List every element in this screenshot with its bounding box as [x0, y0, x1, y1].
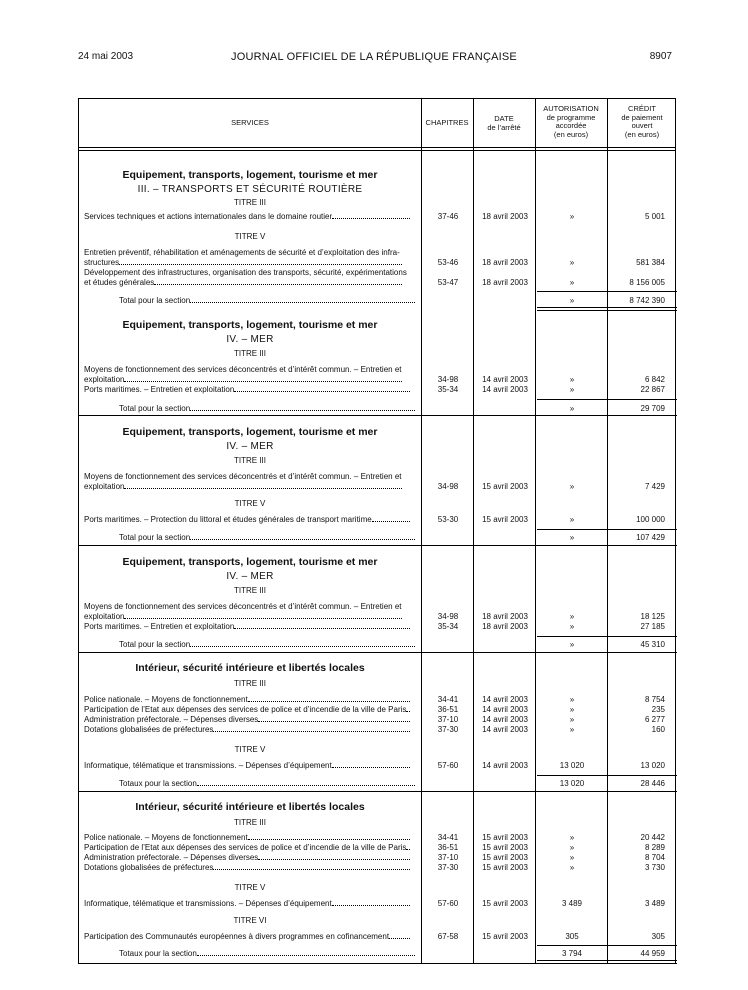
rule-line [537, 399, 677, 400]
section-subheading: IV. – MER [226, 441, 274, 452]
row-credit: 22 867 [640, 385, 665, 394]
row-autorisation: » [569, 705, 575, 714]
row-credit: 20 442 [640, 833, 665, 842]
row-date: 18 avril 2003 [482, 622, 528, 631]
row-autorisation: » [569, 843, 575, 852]
row-credit: 160 [651, 725, 665, 734]
row-credit: 3 730 [644, 863, 665, 872]
row-credit: 18 125 [640, 612, 665, 621]
journal-title: JOURNAL OFFICIEL DE LA RÉPUBLIQUE FRANÇAISE [231, 51, 517, 63]
row-date: 14 avril 2003 [482, 375, 528, 384]
row-label-cont: structures [84, 258, 416, 268]
row-credit: 8 754 [644, 695, 665, 704]
row-label: Services techniques et actions internationales dans le domaine routier [84, 212, 416, 222]
row-autorisation: » [569, 482, 575, 491]
row-autorisation: » [569, 375, 575, 384]
rule-line [79, 652, 677, 653]
row-credit: 7 429 [644, 482, 665, 491]
section-heading: Intérieur, sécurité intérieure et libertés locales [135, 801, 365, 813]
row-chapitre: 34-98 [437, 482, 459, 491]
row-label-cont: et études générales [84, 278, 416, 288]
row-date: 18 avril 2003 [482, 258, 528, 267]
row-chapitre: 35-34 [437, 622, 459, 631]
rule-line [537, 636, 677, 637]
row-label: Moyens de fonctionnement des services déconcentrés et d’intérêt commun. – Entretien et [84, 365, 402, 374]
row-label-cont: exploitation [84, 375, 416, 385]
row-date: 14 avril 2003 [482, 761, 528, 770]
row-credit: 27 185 [640, 622, 665, 631]
row-chapitre: 34-41 [437, 833, 459, 842]
rule-line [537, 775, 677, 776]
row-autorisation: 13 020 [559, 761, 585, 770]
section-subheading: IV. – MER [226, 334, 274, 345]
row-date: 18 avril 2003 [482, 278, 528, 287]
row-chapitre: 37-10 [437, 853, 459, 862]
row-date: 15 avril 2003 [482, 482, 528, 491]
total-label: Total pour la section [119, 640, 415, 649]
row-label-cont: exploitation [84, 612, 416, 622]
col-header-chapitres: CHAPITRES [425, 118, 469, 127]
col-header-date: DATE de l’arrêté [487, 114, 521, 132]
row-chapitre: 53-46 [437, 258, 459, 267]
row-label: Informatique, télématique et transmissions. – Dépenses d’équipement [84, 899, 416, 909]
row-date: 14 avril 2003 [482, 725, 528, 734]
col-header-services: SERVICES [231, 118, 269, 127]
row-label: Participation de l’Etat aux dépenses des services de police et d’incendie de la ville de Paris [84, 705, 416, 715]
row-credit: 581 384 [636, 258, 665, 267]
total-label: Totaux pour la section [119, 949, 415, 958]
total-credit: 29 709 [640, 404, 665, 413]
row-chapitre: 35-34 [437, 385, 459, 394]
row-label: Entretien préventif, réhabilitation et aménagements de sécurité et d’exploitation des infra- [84, 248, 400, 257]
row-chapitre: 53-47 [437, 278, 459, 287]
row-label: Ports maritimes. – Entretien et exploitation [84, 622, 416, 632]
row-chapitre: 34-98 [437, 375, 459, 384]
titre-label: TITRE III [234, 349, 266, 358]
page-date: 24 mai 2003 [78, 51, 134, 62]
row-date: 18 avril 2003 [482, 212, 528, 221]
rule-line [537, 529, 677, 530]
row-label: Police nationale. – Moyens de fonctionnement [84, 695, 416, 705]
row-autorisation: » [569, 833, 575, 842]
row-label: Informatique, télématique et transmissions. – Dépenses d’équipement [84, 761, 416, 771]
rule-line [537, 960, 677, 964]
col-header-credit: CRÉDIT de paiement ouvert (en euros) [621, 104, 663, 139]
section-heading: Equipement, transports, logement, tourisme et mer [122, 319, 378, 331]
rule-line [79, 545, 677, 546]
row-credit: 6 277 [644, 715, 665, 724]
row-label: Administration préfectorale. – Dépenses diverses [84, 715, 416, 725]
titre-label: TITRE III [234, 679, 266, 688]
row-credit: 8 156 005 [629, 278, 665, 287]
total-label: Total pour la section [119, 404, 415, 413]
total-autorisation: 13 020 [559, 779, 585, 788]
titre-label: TITRE V [234, 745, 266, 754]
row-chapitre: 34-41 [437, 695, 459, 704]
section-heading: Intérieur, sécurité intérieure et libertés locales [135, 662, 365, 674]
row-autorisation: » [569, 212, 575, 221]
titre-label: TITRE III [234, 456, 266, 465]
row-chapitre: 37-46 [437, 212, 459, 221]
row-date: 15 avril 2003 [482, 863, 528, 872]
row-label: Ports maritimes. – Entretien et exploitation [84, 385, 416, 395]
section-heading: Equipement, transports, logement, tourisme et mer [122, 556, 378, 568]
row-date: 14 avril 2003 [482, 715, 528, 724]
row-label: Développement des infrastructures, organisation des transports, sécurité, expérimentations [84, 268, 407, 277]
titre-label: TITRE V [234, 883, 266, 892]
rule-line [79, 791, 677, 792]
row-date: 15 avril 2003 [482, 843, 528, 852]
row-autorisation: 305 [565, 932, 579, 941]
section-subheading: III. – TRANSPORTS ET SÉCURITÉ ROUTIÈRE [137, 184, 363, 195]
row-credit: 235 [651, 705, 665, 714]
row-credit: 100 000 [636, 515, 665, 524]
rule-line [537, 307, 677, 311]
row-autorisation: » [569, 612, 575, 621]
row-autorisation: » [569, 278, 575, 287]
section-heading: Equipement, transports, logement, tourisme et mer [122, 169, 378, 181]
rule-line [537, 945, 677, 946]
section-subheading: IV. – MER [226, 571, 274, 582]
total-autorisation: 3 794 [561, 949, 583, 958]
row-credit: 8 704 [644, 853, 665, 862]
row-date: 18 avril 2003 [482, 612, 528, 621]
row-label: Participation de l’Etat aux dépenses des services de police et d’incendie de la ville de Paris [84, 843, 416, 853]
total-label: Total pour la section [119, 296, 415, 305]
rule-line [79, 415, 677, 416]
row-label: Administration préfectorale. – Dépenses diverses [84, 853, 416, 863]
titre-label: TITRE V [234, 232, 266, 241]
col-header-autorisation: AUTORISATION de programme accordée (en euros) [543, 104, 599, 139]
row-date: 15 avril 2003 [482, 515, 528, 524]
titre-label: TITRE V [234, 499, 266, 508]
row-credit: 8 289 [644, 843, 665, 852]
row-autorisation: » [569, 715, 575, 724]
row-autorisation: » [569, 385, 575, 394]
row-credit: 305 [651, 932, 665, 941]
row-date: 14 avril 2003 [482, 385, 528, 394]
row-chapitre: 37-30 [437, 863, 459, 872]
total-credit: 44 959 [640, 949, 665, 958]
credits-table [78, 98, 676, 964]
row-chapitre: 34-98 [437, 612, 459, 621]
row-date: 15 avril 2003 [482, 833, 528, 842]
total-autorisation: » [569, 533, 575, 542]
row-chapitre: 37-10 [437, 715, 459, 724]
row-autorisation: 3 489 [561, 899, 583, 908]
row-autorisation: » [569, 515, 575, 524]
row-date: 15 avril 2003 [482, 899, 528, 908]
row-chapitre: 36-51 [437, 705, 459, 714]
page-number: 8907 [649, 51, 672, 62]
row-autorisation: » [569, 863, 575, 872]
total-credit: 45 310 [640, 640, 665, 649]
row-autorisation: » [569, 853, 575, 862]
total-autorisation: » [569, 640, 575, 649]
section-heading: Equipement, transports, logement, tourisme et mer [122, 426, 378, 438]
row-chapitre: 53-30 [437, 515, 459, 524]
row-label: Dotations globalisées de préfectures [84, 725, 416, 735]
row-date: 15 avril 2003 [482, 853, 528, 862]
titre-label: TITRE III [234, 198, 266, 207]
row-date: 14 avril 2003 [482, 705, 528, 714]
total-credit: 28 446 [640, 779, 665, 788]
total-autorisation: » [569, 296, 575, 305]
total-autorisation: » [569, 404, 575, 413]
row-label: Ports maritimes. – Protection du littoral et études générales de transport maritime [84, 515, 416, 525]
row-label: Moyens de fonctionnement des services déconcentrés et d’intérêt commun. – Entretien et [84, 472, 402, 481]
row-credit: 3 489 [644, 899, 665, 908]
row-credit: 13 020 [640, 761, 665, 770]
row-autorisation: » [569, 695, 575, 704]
row-chapitre: 67-58 [437, 932, 459, 941]
row-credit: 6 842 [644, 375, 665, 384]
row-date: 14 avril 2003 [482, 695, 528, 704]
row-chapitre: 36-51 [437, 843, 459, 852]
row-chapitre: 57-60 [437, 899, 459, 908]
row-autorisation: » [569, 725, 575, 734]
row-label: Police nationale. – Moyens de fonctionnement [84, 833, 416, 843]
total-label: Total pour la section [119, 533, 415, 542]
rule-line [537, 291, 677, 292]
row-label: Dotations globalisées de préfectures [84, 863, 416, 873]
row-credit: 5 001 [644, 212, 665, 221]
titre-label: TITRE III [234, 586, 266, 595]
row-autorisation: » [569, 622, 575, 631]
row-chapitre: 57-60 [437, 761, 459, 770]
row-chapitre: 37-30 [437, 725, 459, 734]
row-date: 15 avril 2003 [482, 932, 528, 941]
row-label: Moyens de fonctionnement des services déconcentrés et d’intérêt commun. – Entretien et [84, 602, 402, 611]
total-credit: 107 429 [636, 533, 665, 542]
titre-label: TITRE VI [233, 916, 267, 925]
row-label: Participation des Communautés européennes à divers programmes en cofinancement [84, 932, 416, 942]
total-credit: 8 742 390 [629, 296, 665, 305]
row-label-cont: exploitation [84, 482, 416, 492]
total-label: Totaux pour la section [119, 779, 415, 788]
row-autorisation: » [569, 258, 575, 267]
titre-label: TITRE III [234, 818, 266, 827]
